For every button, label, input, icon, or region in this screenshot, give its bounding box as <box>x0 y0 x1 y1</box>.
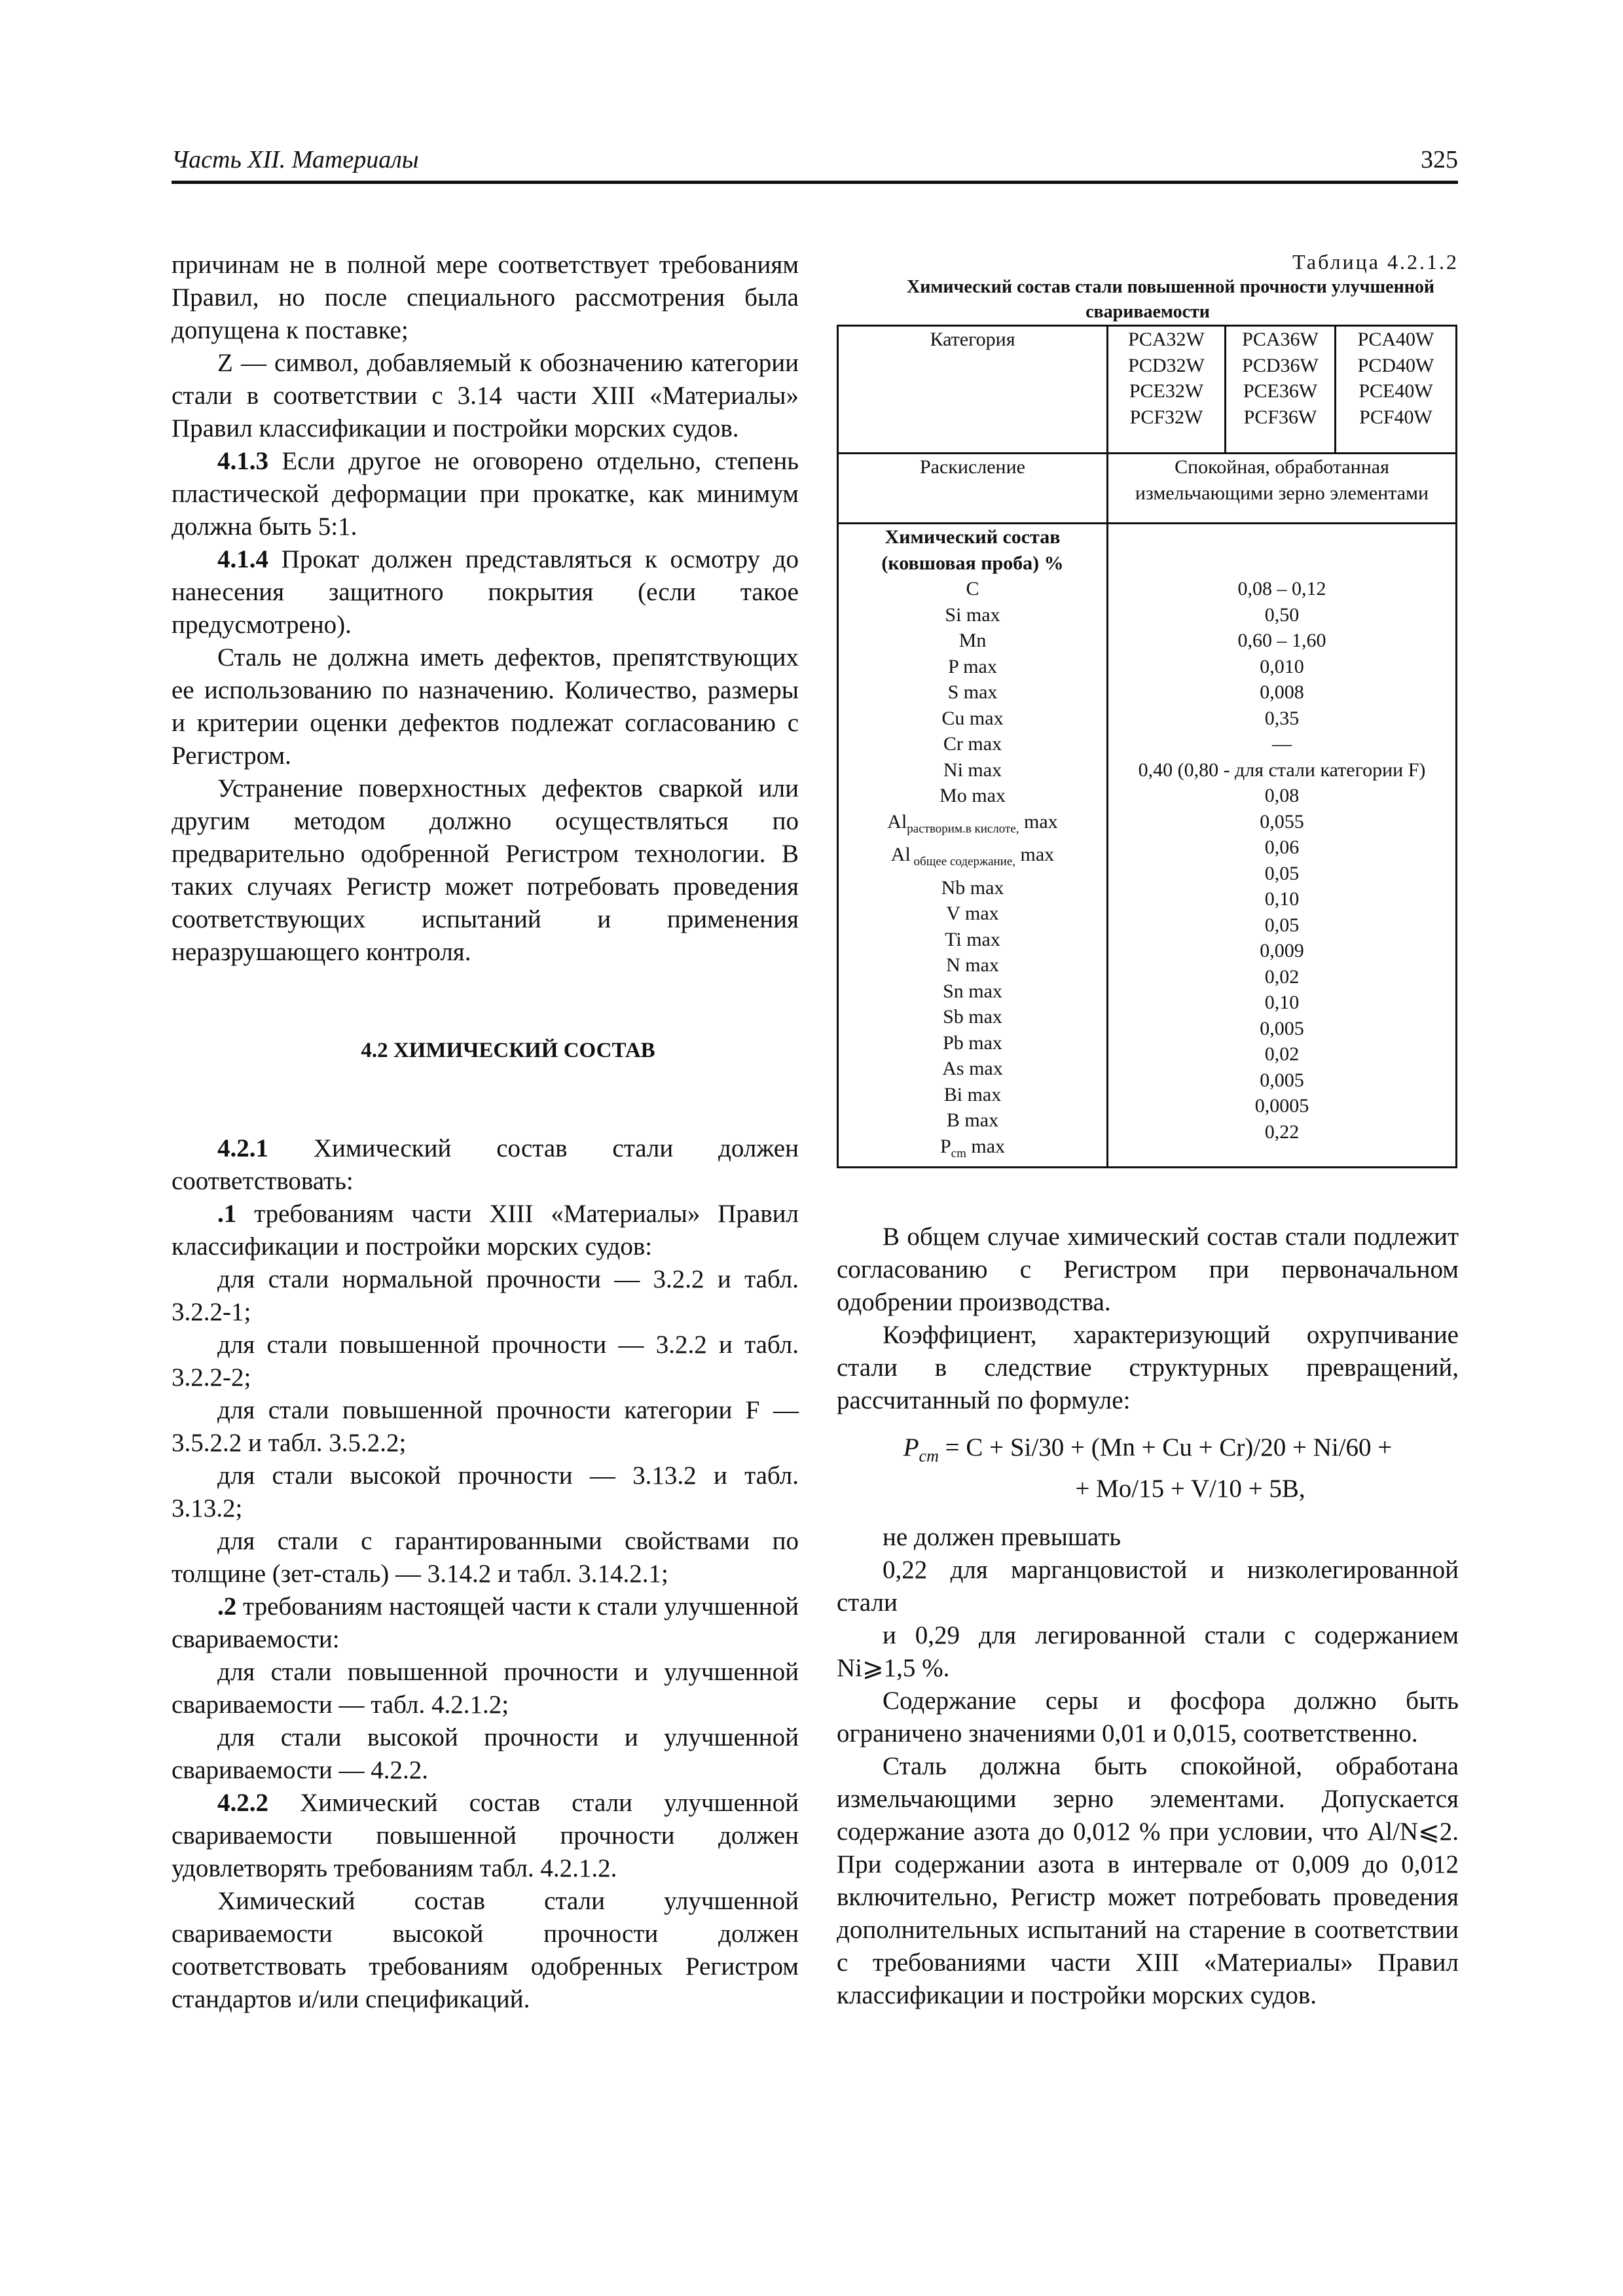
element-name: N max <box>946 954 999 976</box>
element-values <box>1108 576 1455 1145</box>
paragraph: 4.2.2 Химический состав стали улучшенной свариваемости повышенной прочности должен удовлетворять требованиям табл. 4.2.1.2. <box>172 1789 799 1882</box>
category-column-36: PCA36W PCD36W PCE36W PCF36W <box>1226 326 1336 454</box>
element-name: Mo max <box>939 785 1006 806</box>
clause-number: 4.2.1 <box>217 1134 268 1162</box>
clause-number: 4.1.3 <box>217 447 268 475</box>
element-value: 0,05 <box>1264 862 1300 884</box>
element-value: 0,02 <box>1264 1043 1300 1065</box>
paragraph: 0,22 для марганцовистой и низколегированной стали <box>837 1555 1459 1617</box>
table-row <box>838 524 1457 1168</box>
paragraph: и 0,29 для легированной стали с содержанием Ni⩾1,5 %. <box>837 1621 1459 1682</box>
element-value: 0,010 <box>1260 655 1304 677</box>
paragraph: Химический состав стали улучшенной свариваемости высокой прочности должен соответствовать требованиям одобренных Регистром стандартов и/или спецификаций. <box>172 1887 799 2013</box>
element-name: $P_{cm}$ max <box>939 1135 1006 1160</box>
element-value: 0,06 <box>1264 836 1300 858</box>
element-name: $Al_{растворим.в кислоте,}$ max <box>887 810 1058 836</box>
element-value: 0,10 <box>1264 888 1300 910</box>
element-name: Nb max <box>941 876 1004 899</box>
element-name: V max <box>946 903 999 924</box>
element-value: 0,008 <box>1260 681 1304 703</box>
element-value: 0,35 <box>1264 707 1300 729</box>
element-name: Si max <box>945 603 1000 626</box>
element-value: 0,08 – 0,12 <box>1237 578 1326 600</box>
table-row <box>838 326 1457 454</box>
deoxidation-value: Спокойная, обработанная измельчающими зерно элементами <box>1108 454 1457 524</box>
paragraph: для стали с гарантированными свойствами по толщине (зет-сталь) — 3.14.2 и табл. 3.14.2.1; <box>172 1527 799 1588</box>
table-row <box>838 454 1457 524</box>
element-name: Cr max <box>943 733 1002 755</box>
chemical-composition-table <box>837 325 1457 1168</box>
element-name: As max <box>942 1058 1003 1079</box>
paragraph: для стали высокой прочности — 3.13.2 и табл. 3.13.2; <box>172 1462 799 1522</box>
element-name: Sb max <box>943 1006 1002 1028</box>
running-title: Часть XII. Материалы <box>172 146 419 173</box>
element-name: Sn max <box>943 980 1002 1002</box>
clause-number: 4.2.2 <box>217 1789 268 1817</box>
chem-label: Химический состав (ковшовая проба) % <box>881 526 1064 574</box>
paragraph: Коэффициент, характеризующий охрупчивание стали в следствие структурных превращений, рассчитанный по формуле: <box>837 1321 1459 1414</box>
formula-line-1: $P_{cm} = C + Si/30 + (Mn + Cu + Cr)/20 + Ni/60$ + <box>903 1433 1393 1465</box>
element-name: Cu max <box>941 707 1004 729</box>
element-name: Pb max <box>943 1031 1002 1054</box>
paragraph: Z — символ, добавляемый к обозначению категории стали в соответствии с 3.14 части XIII «Материалы» Правил классификации и постройки морских судов. <box>172 349 799 442</box>
paragraph: 4.1.3 Если другое не оговорено отдельно, степень пластической деформации при прокатке, как минимум должна быть 5:1. <box>172 447 799 541</box>
element-value: 0,22 <box>1264 1121 1300 1143</box>
element-value: 0,50 <box>1264 603 1300 626</box>
paragraph: 4.1.4 Прокат должен представляться к осмотру до нанесения защитного покрытия (если такое предусмотрено). <box>172 545 799 639</box>
paragraph: для стали нормальной прочности — 3.2.2 и табл. 3.2.2-1; <box>172 1265 799 1326</box>
page-header <box>172 145 1458 184</box>
paragraph: не должен превышать <box>883 1522 1122 1551</box>
element-value: 0,005 <box>1260 1017 1304 1039</box>
paragraph: Сталь не должна иметь дефектов, препятствующих ее использованию по назначению. Количество, размеры и критерии оценки дефектов подлежат согласованию с Регистром. <box>172 643 799 770</box>
element-names-cell <box>838 524 1108 1168</box>
element-name: Al $_{общее содержание,}$ max <box>890 844 1055 869</box>
formula-line-2: + Mo/15 + V/10 + 5B, <box>1075 1474 1305 1503</box>
paragraph: .1 требованиям части XIII «Материалы» Правил классификации и постройки морских судов: <box>172 1200 799 1261</box>
element-name: Ni max <box>943 759 1002 781</box>
page-number: 325 <box>1421 146 1458 173</box>
element-name: S max <box>947 681 998 703</box>
element-names <box>839 576 1106 1166</box>
element-name: B max <box>946 1109 999 1131</box>
clause-number: .1 <box>217 1200 237 1228</box>
element-value: 0,05 <box>1264 914 1300 936</box>
section-heading: 4.2 ХИМИЧЕСКИЙ СОСТАВ <box>361 1039 655 1062</box>
element-value: — <box>1272 733 1292 755</box>
element-name: Mn <box>958 630 987 651</box>
paragraph: Устранение поверхностных дефектов сваркой или другим методом должно осуществляться по предварительно одобренной Регистром технологии. В таких случаях Регистр может потребовать проведения соответствующих испытаний и применения неразрушающего контроля. <box>172 774 799 966</box>
element-name: P max <box>948 655 997 677</box>
element-value: 0,055 <box>1260 810 1304 833</box>
element-value: 0,009 <box>1260 940 1304 961</box>
table-caption: Таблица 4.2.1.2 <box>1292 250 1459 274</box>
paragraph: для стали повышенной прочности и улучшенной свариваемости — табл. 4.2.1.2; <box>172 1658 799 1719</box>
paragraph: для стали высокой прочности и улучшенной свариваемости — 4.2.2. <box>172 1723 799 1784</box>
paragraph: для стали повышенной прочности категории F — 3.5.2.2 и табл. 3.5.2.2; <box>172 1396 799 1457</box>
paragraph: .2 требованиям настоящей части к стали улучшенной свариваемости: <box>172 1592 799 1653</box>
pcm-formula <box>837 1431 1459 1505</box>
paragraph: Содержание серы и фосфора должно быть ограничено значениями 0,01 и 0,015, соответственно. <box>837 1686 1459 1748</box>
element-value: 0,60 – 1,60 <box>1237 630 1326 651</box>
clause-number: 4.1.4 <box>217 545 268 573</box>
element-value: 0,0005 <box>1254 1095 1309 1117</box>
element-name: Ti max <box>945 928 1000 950</box>
left-column <box>172 249 799 2016</box>
element-value: 0,40 (0,80 - для стали категории F) <box>1138 759 1426 781</box>
clause-number: .2 <box>217 1592 237 1621</box>
element-value: 0,005 <box>1260 1069 1304 1091</box>
element-name: Bi max <box>943 1083 1002 1105</box>
element-value: 0,02 <box>1264 965 1300 988</box>
paragraph: 4.2.1 Химический состав стали должен соответствовать: <box>172 1134 799 1195</box>
element-values-cell <box>1108 524 1457 1168</box>
right-column <box>837 249 1459 2012</box>
element-value: 0,08 <box>1264 785 1300 806</box>
category-label: Категория <box>838 326 1108 454</box>
category-column-40: PCA40W PCD40W PCE40W PCF40W <box>1336 326 1457 454</box>
paragraph: для стали повышенной прочности — 3.2.2 и табл. 3.2.2-2; <box>172 1331 799 1391</box>
element-value: 0,10 <box>1264 992 1300 1013</box>
deoxidation-label: Раскисление <box>838 454 1108 524</box>
paragraph: В общем случае химический состав стали подлежит согласованию с Регистром при первоначальном одобрении производства. <box>837 1223 1459 1316</box>
table-title: Химический состав стали повышенной прочности улучшенной свариваемости <box>907 277 1434 322</box>
category-column-32: PCA32W PCD32W PCE32W PCF32W <box>1108 326 1226 454</box>
paragraph: причинам не в полной мере соответствует требованиям Правил, но после специального рассмотрения была допущена к поставке; <box>172 251 799 344</box>
element-name: C <box>966 578 979 600</box>
paragraph: Сталь должна быть спокойной, обработана измельчающими зерно элементами. Допускается содержание азота до 0,012 % при условии, что Al/N⩽2. При содержании азота в интервале от 0,009 до 0,012 включительно, Регистр может потребовать проведения дополнительных испытаний на старение в соответствии с требованиями части XIII «Материалы» Правил классификации и постройки морских судов. <box>837 1751 1459 2009</box>
